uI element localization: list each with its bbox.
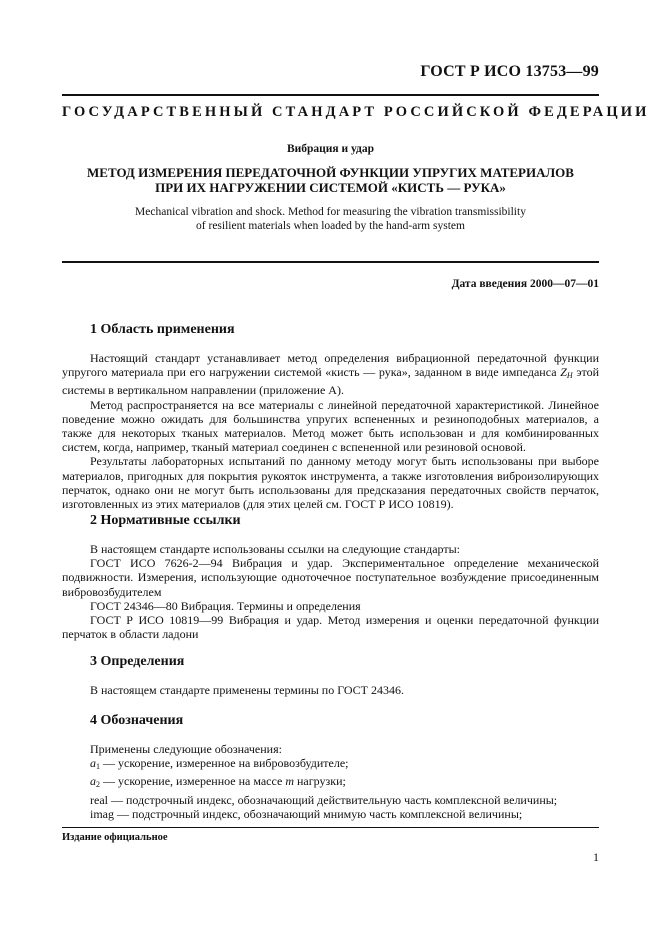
impedance-subscript: H [566, 371, 573, 381]
symbol-a1-text: — ускорение, измеренное на вибровозбудителе; [100, 756, 349, 771]
english-title [62, 205, 599, 233]
section-2-body [62, 542, 599, 641]
symbol-item-4: imag — подстрочный индекс, обозначающий мнимую часть комплексной величины; [90, 806, 523, 821]
symbol-a1-subscript: 1 [96, 762, 100, 772]
reference-1: ГОСТ ИСО 7626-2—94 Вибрация и удар. Экспериментальное определение механической подвижности. Измерения, использующие одноточечное поступательное возбуждение присоединенным вибровозбудителем [62, 556, 599, 599]
symbol-a1: a [90, 756, 96, 771]
title-line-2: ПРИ ИХ НАГРУЖЕНИИ СИСТЕМОЙ «КИСТЬ — РУКА» [155, 180, 506, 195]
section-1-p1-end: этой системы в вертикальном направлении (приложение А). [62, 365, 600, 398]
section-4-heading: 4 Обозначения [90, 713, 184, 728]
symbol-item-2 [62, 774, 599, 792]
section-3-paragraph-1: В настоящем стандарте применены термины по ГОСТ 24346. [90, 683, 405, 697]
official-edition-label: Издание официальное [62, 832, 168, 843]
section-3-heading: 3 Определения [90, 654, 185, 669]
introduction-date: Дата введения 2000—07—01 [451, 278, 599, 290]
symbol-a2-text-end: нагрузки; [293, 774, 346, 789]
section-2-paragraph-1: В настоящем стандарте использованы ссылки на следующие стандарты: [90, 542, 461, 556]
section-1-p1-text: Настоящий стандарт устанавливает метод определения вибрационной передаточной функции упругого материала при его нагружении системой «кисть — рука», заданном в виде импеданса [62, 351, 599, 380]
section-1-paragraph-3: Результаты лабораторных испытаний по данному методу могут быть использованы при выборе материалов, пригодных для покрытия рукояток инструмента, а также изготовления виброизолирующих перчаток, однако они не могут быть использованы для предсказания передаточных свойств перчаток, изготовленных из этих материалов (для этих целей см. ГОСТ Р ИСО 10819). [62, 454, 599, 512]
page-number: 1 [593, 850, 599, 864]
english-title-line-1: Mechanical vibration and shock. Method for measuring the vibration transmissibility [135, 206, 526, 218]
symbol-m: m [285, 774, 294, 789]
title-line-1: МЕТОД ИЗМЕРЕНИЯ ПЕРЕДАТОЧНОЙ ФУНКЦИИ УПРУГИХ МАТЕРИАЛОВ [87, 165, 574, 180]
section-3-body [62, 683, 599, 697]
reference-3: ГОСТ Р ИСО 10819—99 Вибрация и удар. Метод измерения и оценки передаточной функции перчаток в области ладони [62, 613, 599, 642]
symbol-a2-text: — ускорение, измеренное на массе [100, 774, 286, 789]
symbol-item-3: real — подстрочный индекс, обозначающий действительную часть комплексной величины; [90, 792, 558, 807]
section-4-paragraph-1: Применены следующие обозначения: [90, 742, 282, 756]
section-1-paragraph-2: Метод распространяется на все материалы с линейной передаточной характеристикой. Линейное поведение можно ожидать для большинства упругих вспененных и резиноподобных материалов, а также для некоторых тканых материалов. Метод может быть использован и для комбинированных систем, когда, например, тканый материал соединен с вспененной или резиновой основой. [62, 397, 599, 455]
header-rule [62, 94, 599, 96]
document-title [62, 165, 599, 195]
section-1-paragraph-1 [62, 351, 599, 398]
impedance-symbol: Z [560, 365, 567, 380]
section-1-body [62, 351, 599, 511]
reference-2: ГОСТ 24346—80 Вибрация. Термины и определения [90, 598, 361, 613]
symbol-item-1 [62, 756, 599, 774]
subject-heading: Вибрация и удар [286, 143, 375, 155]
state-standard-title: ГОСУДАРСТВЕННЫЙ СТАНДАРТ РОССИЙСКОЙ ФЕДЕРАЦИИ [62, 104, 650, 120]
section-1-heading: 1 Область применения [90, 322, 235, 337]
symbol-a2-subscript: 2 [96, 780, 100, 790]
title-rule [62, 261, 599, 263]
footer-rule [62, 827, 599, 828]
english-title-line-2: of resilient materials when loaded by the hand-arm system [196, 220, 465, 232]
symbol-a2: a [90, 774, 96, 789]
section-4-body [62, 742, 599, 821]
document-number: ГОСТ Р ИСО 13753—99 [420, 63, 599, 80]
section-2-heading: 2 Нормативные ссылки [90, 513, 241, 528]
